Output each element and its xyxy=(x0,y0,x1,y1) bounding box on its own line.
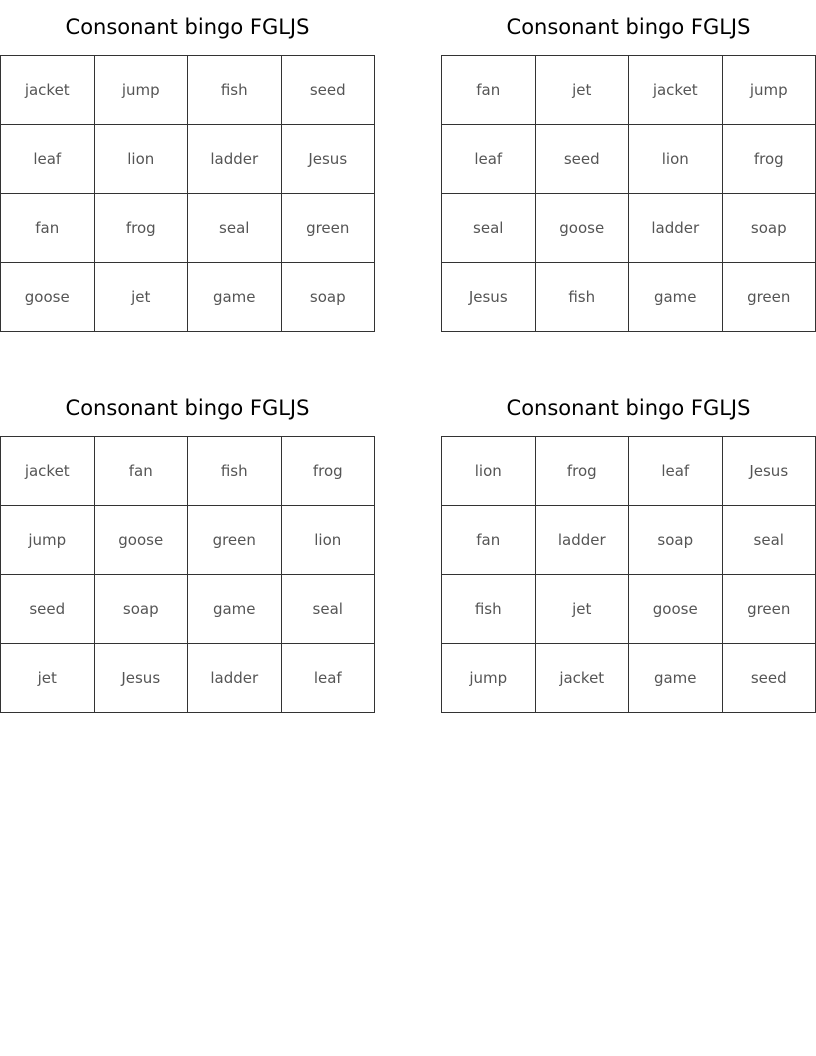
bingo-cell: soap xyxy=(94,575,188,644)
bingo-cell: jet xyxy=(535,56,629,125)
bingo-cell: seal xyxy=(722,506,816,575)
bingo-cell: frog xyxy=(94,194,188,263)
bingo-cell: seed xyxy=(281,56,375,125)
grid-row xyxy=(442,125,816,194)
bingo-card-4 xyxy=(441,381,816,713)
bingo-cell: jet xyxy=(94,263,188,332)
bingo-cell: leaf xyxy=(442,125,536,194)
bingo-cell: Jesus xyxy=(442,263,536,332)
bingo-cell: green xyxy=(722,575,816,644)
bingo-cell: soap xyxy=(722,194,816,263)
bingo-cell: frog xyxy=(535,437,629,506)
bingo-cell: game xyxy=(188,575,282,644)
grid-row xyxy=(1,263,375,332)
bingo-cell: ladder xyxy=(629,194,723,263)
bingo-cell: fish xyxy=(535,263,629,332)
bingo-cell: Jesus xyxy=(94,644,188,713)
bingo-cell: jacket xyxy=(535,644,629,713)
bingo-cell: Jesus xyxy=(281,125,375,194)
grid-row xyxy=(1,56,375,125)
bingo-cell: seal xyxy=(188,194,282,263)
bingo-grid xyxy=(0,436,375,713)
bingo-cell: jacket xyxy=(629,56,723,125)
bingo-cell: leaf xyxy=(629,437,723,506)
bingo-cell: goose xyxy=(629,575,723,644)
bingo-cell: lion xyxy=(629,125,723,194)
bingo-cell: frog xyxy=(281,437,375,506)
bingo-cell: fish xyxy=(442,575,536,644)
bingo-grid xyxy=(441,55,816,332)
bingo-cell: fan xyxy=(442,506,536,575)
bingo-cell: seed xyxy=(1,575,95,644)
bingo-cell: jacket xyxy=(1,437,95,506)
bingo-cell: lion xyxy=(442,437,536,506)
grid-row xyxy=(442,194,816,263)
bingo-cell: seal xyxy=(281,575,375,644)
bingo-cell: game xyxy=(188,263,282,332)
bingo-cell: seed xyxy=(535,125,629,194)
bingo-cell: soap xyxy=(281,263,375,332)
bingo-cell: soap xyxy=(629,506,723,575)
bingo-cell: goose xyxy=(94,506,188,575)
bingo-cell: goose xyxy=(535,194,629,263)
bingo-cell: fan xyxy=(1,194,95,263)
card-title: Consonant bingo FGLJS xyxy=(65,396,310,420)
grid-row xyxy=(1,644,375,713)
bingo-cell: seed xyxy=(722,644,816,713)
card-title: Consonant bingo FGLJS xyxy=(506,396,751,420)
bingo-cell: leaf xyxy=(1,125,95,194)
bingo-cell: goose xyxy=(1,263,95,332)
bingo-grid xyxy=(441,436,816,713)
bingo-cell: fish xyxy=(188,56,282,125)
bingo-cell: lion xyxy=(94,125,188,194)
card-title: Consonant bingo FGLJS xyxy=(65,15,310,39)
bingo-cell: ladder xyxy=(188,125,282,194)
bingo-cell: jet xyxy=(535,575,629,644)
bingo-cell: game xyxy=(629,644,723,713)
grid-row xyxy=(442,506,816,575)
card-title: Consonant bingo FGLJS xyxy=(506,15,751,39)
bingo-cell: jump xyxy=(1,506,95,575)
bingo-cell: ladder xyxy=(188,644,282,713)
bingo-grid xyxy=(0,55,375,332)
bingo-cell: jump xyxy=(94,56,188,125)
grid-row xyxy=(1,506,375,575)
bingo-cell: frog xyxy=(722,125,816,194)
bingo-cell: fan xyxy=(94,437,188,506)
grid-row xyxy=(442,644,816,713)
bingo-card-3 xyxy=(0,381,375,713)
bingo-cell: jet xyxy=(1,644,95,713)
bingo-cell: Jesus xyxy=(722,437,816,506)
grid-row xyxy=(442,263,816,332)
bingo-cell: fish xyxy=(188,437,282,506)
bingo-cell: green xyxy=(722,263,816,332)
grid-row xyxy=(1,575,375,644)
bingo-card-2 xyxy=(441,0,816,332)
bingo-cell: green xyxy=(281,194,375,263)
bingo-cell: seal xyxy=(442,194,536,263)
grid-row xyxy=(1,125,375,194)
bingo-cell: jacket xyxy=(1,56,95,125)
bingo-cell: ladder xyxy=(535,506,629,575)
bingo-cell: fan xyxy=(442,56,536,125)
bingo-cell: jump xyxy=(722,56,816,125)
grid-row xyxy=(1,194,375,263)
bingo-cell: lion xyxy=(281,506,375,575)
bingo-cell: green xyxy=(188,506,282,575)
grid-row xyxy=(442,437,816,506)
grid-row xyxy=(1,437,375,506)
grid-row xyxy=(442,575,816,644)
bingo-cell: game xyxy=(629,263,723,332)
bingo-cell: leaf xyxy=(281,644,375,713)
grid-row xyxy=(442,56,816,125)
bingo-cell: jump xyxy=(442,644,536,713)
bingo-card-1 xyxy=(0,0,375,332)
